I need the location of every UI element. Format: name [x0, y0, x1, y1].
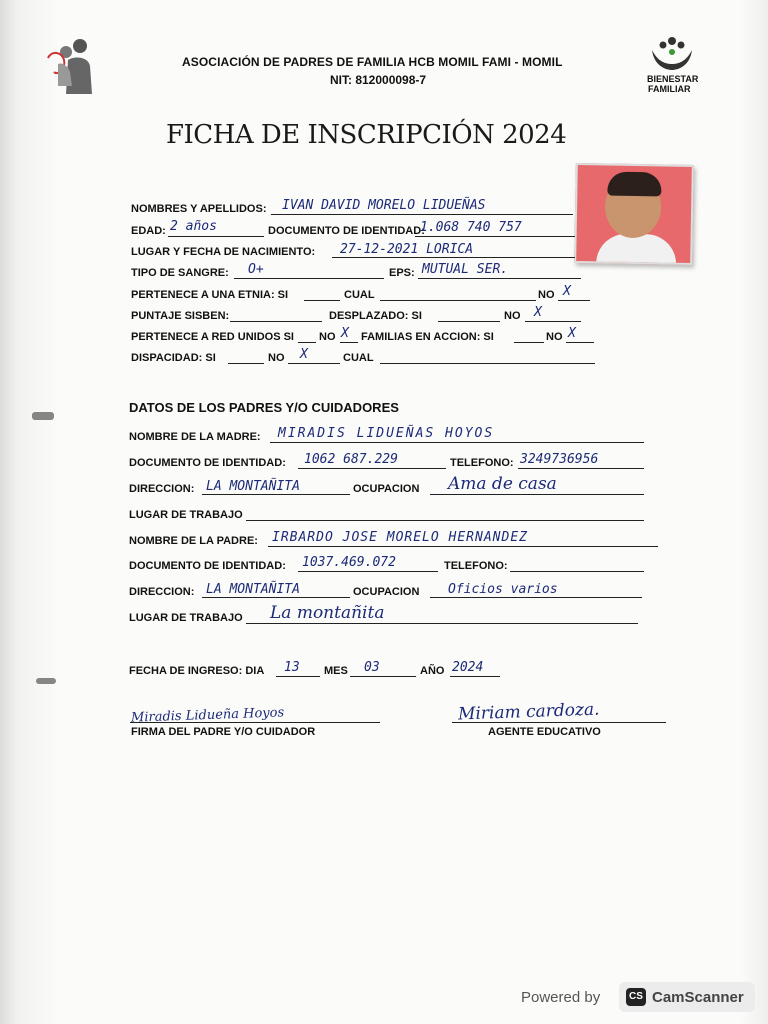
padre-label: NOMBRE DE LA PADRE: [129, 535, 258, 547]
fecha-ingreso-anio-label: AÑO [420, 665, 445, 677]
scan-artifact [32, 412, 54, 420]
desplazado-label: DESPLAZADO: SI [329, 310, 422, 322]
fecha-ingreso-label: FECHA DE INGRESO: DIA [129, 665, 265, 677]
fecha-ingreso-mes-label: MES [324, 665, 348, 677]
nombres-label: NOMBRES Y APELLIDOS: [131, 203, 267, 215]
fecha-ingreso-anio: 2024 [452, 660, 484, 675]
padre-signature-label: FIRMA DEL PADRE Y/O CUIDADOR [131, 726, 316, 738]
madre-telefono-value: 3249736956 [520, 452, 599, 467]
madre-label: NOMBRE DE LA MADRE: [129, 431, 261, 443]
desplazado-no-value: X [534, 305, 542, 320]
padre-signature: Miradis Lidueña Hoyos [130, 705, 285, 726]
etnia-label: PERTENECE A UNA ETNIA: SI [131, 289, 289, 301]
padre-ocupacion-value: Oficios varios [448, 582, 558, 597]
agente-signature: Miriam cardoza. [457, 699, 600, 725]
etnia-no-value: X [563, 284, 571, 299]
madre-ocupacion-label: OCUPACION [353, 483, 420, 495]
scan-artifact [36, 678, 56, 684]
padre-documento-value: 1037.469.072 [302, 555, 396, 570]
child-photo [574, 163, 694, 265]
eps-value: MUTUAL SER. [422, 262, 509, 277]
padre-trabajo-label: LUGAR DE TRABAJO [129, 612, 243, 624]
madre-ocupacion-value: Ama de casa [448, 474, 557, 494]
discapacidad-no-value: X [300, 347, 308, 362]
madre-trabajo-label: LUGAR DE TRABAJO [129, 509, 243, 521]
bienestar-familiar-logo-icon [646, 36, 698, 74]
logo-text-bienestar: BIENESTAR [647, 74, 699, 84]
sisben-label: PUNTAJE SISBEN: [131, 310, 230, 322]
camscanner-logo-icon: CS [626, 988, 646, 1006]
madre-documento-label: DOCUMENTO DE IDENTIDAD: [129, 457, 286, 469]
organization-name: ASOCIACIÓN DE PADRES DE FAMILIA HCB MOMIL FAMI - MOMIL [182, 55, 563, 69]
etnia-cual-label: CUAL [344, 289, 375, 301]
padre-trabajo-value: La montañita [270, 603, 385, 623]
etnia-no-label: NO [538, 289, 555, 301]
padre-direccion-label: DIRECCION: [129, 586, 195, 598]
eps-label: EPS: [389, 267, 415, 279]
form-title: FICHA DE INSCRIPCIÓN 2024 [166, 120, 567, 150]
discapacidad-cual-label: CUAL [343, 352, 374, 364]
red-unidos-label: PERTENECE A RED UNIDOS SI [131, 331, 294, 343]
organization-nit: NIT: 812000098-7 [330, 73, 427, 87]
association-logo-icon [44, 36, 100, 98]
red-unidos-no-value: X [341, 326, 349, 341]
familias-accion-label: FAMILIAS EN ACCION: SI [361, 331, 494, 343]
discapacidad-no-label: NO [268, 352, 285, 364]
padre-telefono-label: TELEFONO: [444, 560, 508, 572]
madre-value: MIRADIS LIDUEÑAS HOYOS [278, 426, 495, 441]
documento-value: 1.068 740 757 [420, 220, 522, 235]
fecha-ingreso-dia: 13 [284, 660, 300, 675]
documento-label: DOCUMENTO DE IDENTIDAD: [268, 225, 425, 237]
madre-documento-value: 1062 687.229 [304, 452, 398, 467]
fecha-ingreso-mes: 03 [364, 660, 380, 675]
padre-value: IRBARDO JOSE MORELO HERNANDEZ [272, 530, 528, 545]
parents-section-title: DATOS DE LOS PADRES Y/O CUIDADORES [129, 400, 399, 415]
agente-signature-label: AGENTE EDUCATIVO [488, 726, 601, 738]
powered-by-text: Powered by [521, 989, 601, 1006]
red-unidos-no-label: NO [319, 331, 336, 343]
edad-label: EDAD: [131, 225, 166, 237]
lugar-nacimiento-label: LUGAR Y FECHA DE NACIMIENTO: [131, 246, 316, 258]
discapacidad-label: DISPACIDAD: SI [131, 352, 216, 364]
madre-direccion-label: DIRECCION: [129, 483, 195, 495]
camscanner-name: CamScanner [652, 989, 744, 1006]
madre-telefono-label: TELEFONO: [450, 457, 514, 469]
padre-direccion-value: LA MONTAÑITA [206, 582, 300, 597]
lugar-nacimiento-value: 27-12-2021 LORICA [340, 242, 474, 257]
desplazado-no-label: NO [504, 310, 521, 322]
familias-accion-no-label: NO [546, 331, 563, 343]
edad-value: 2 años [170, 219, 217, 234]
padre-documento-label: DOCUMENTO DE IDENTIDAD: [129, 560, 286, 572]
padre-ocupacion-label: OCUPACION [353, 586, 420, 598]
nombres-value: IVAN DAVID MORELO LIDUEÑAS [282, 198, 486, 213]
logo-text-familiar: FAMILIAR [648, 84, 691, 94]
tipo-sangre-label: TIPO DE SANGRE: [131, 267, 229, 279]
madre-direccion-value: LA MONTAÑITA [206, 479, 300, 494]
tipo-sangre-value: O+ [248, 262, 264, 277]
familias-accion-no-value: X [568, 326, 576, 341]
